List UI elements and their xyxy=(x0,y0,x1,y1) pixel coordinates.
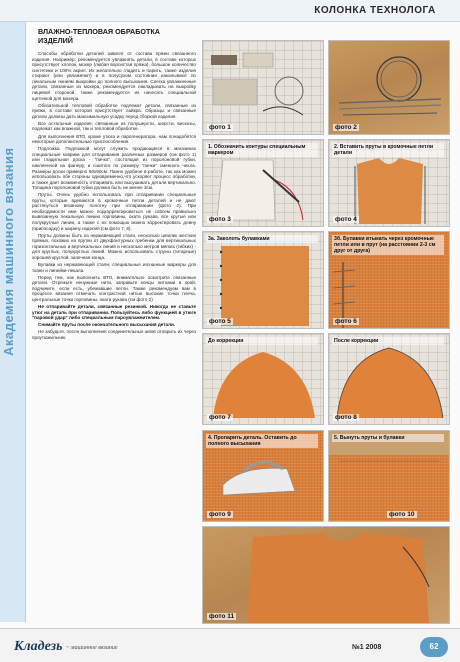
photo-label: фото 3 xyxy=(209,216,231,223)
photo-11 xyxy=(202,526,450,624)
column-title: КОЛОНКА ТЕХНОЛОГА xyxy=(314,5,436,16)
photo-caption: 1. Обозначить контуры специальным маркером xyxy=(206,143,318,157)
finished-piece-icon xyxy=(329,431,450,522)
sleeve-before-icon xyxy=(203,334,324,425)
magazine-logo-subtitle: ~ машинное вязание xyxy=(66,645,118,651)
photo-3 xyxy=(202,139,324,227)
photo-label: фото 7 xyxy=(209,414,231,421)
photo-label: фото 5 xyxy=(209,318,231,325)
photo-caption: 5. Вынуть пруты и булавки xyxy=(332,434,444,442)
photo-9 xyxy=(202,430,324,522)
photo-label: фото 11 xyxy=(209,613,235,620)
photo-label: фото 4 xyxy=(335,216,357,223)
article-warning: Не отпаривайте детали, связанные резинкой. Никогда не ставьте утюг на деталь при отпаривании. Пользуйтесь либо функцией в утюге "паровой удар" либо специальным пароувлажнителем. xyxy=(32,304,196,321)
page-number-badge: 62 xyxy=(420,637,448,657)
photo-1 xyxy=(202,40,324,135)
photo-5 xyxy=(202,231,324,329)
article-paragraph: Пруты должны быть из нержавеющей стали, несколько шпилек жестких прямых, похожих на прутки от двухфонтурных гребенки для вертикальных горизонтальных и вертикальных линий и несколько метров мягких (гибких) - для круглых, полукруглых линий. Можно использовать струны (гитарные) хорошей круглой, запечная конца. xyxy=(32,232,196,260)
mat-tools-icon xyxy=(203,41,324,135)
photo-label: фото 10 xyxy=(389,511,415,518)
photo-label: фото 9 xyxy=(209,511,231,518)
article-paragraph: Способы обработки деталей зависят от состава пряжи связанного изделия. Например: рекомендуется увлажнять детали, в составе которых присутствует хлопок, мохер (любая ворсистая пряжа), большое количество синтетики и 100% акрил. Их желательно гладить и парить, также изделия стирают (или увлажняют) и в полусухом состоянии накалывают по лекальным линиям выкройки до полного высыхания. Слегка увлажненные детали, связанные из мохера, рекомендуется накладывать на выкройку лицевой стороной, также рекомендуется их начесать специальной щеточкой для мохера. xyxy=(32,51,196,101)
photo-7 xyxy=(202,333,324,425)
photo-label: фото 8 xyxy=(335,414,357,421)
photo-caption: После коррекции xyxy=(332,337,444,345)
photo-caption: До коррекции xyxy=(206,337,318,345)
sleeve-after-icon xyxy=(329,334,450,425)
final-garment-icon xyxy=(203,527,450,624)
article-paragraph: Перед тем, как выполнить ВТО, внимательно осмотрите связанные детали. Отрежьте ненужные нити, заправьте концы нитками в край, подчините, если есть, убежавшие петли. Также рекомендуем вам в процессе вязания отмечать контрастной нитью высокие точки плеча, центральные точки горловины, оката рукава (см фото 2) xyxy=(32,274,196,302)
photo-caption: 3а. Заколоть булавками xyxy=(206,235,318,243)
photo-caption: 4. Пропарить деталь. Оставить до полного высыхания xyxy=(206,434,318,448)
article-warning: Снимайте пруты после окончательного высыхания детали. xyxy=(38,322,176,328)
photo-caption: 3б. Булавки втыкать через кромочные петли или в прут (на расстоянии 2-3 см друг от друга) xyxy=(332,235,444,255)
issue-number: №1 2008 xyxy=(352,644,382,651)
article-paragraph: Обязательной тепловой обработке подлежат детали, связанные из пряжи, в составе которой присутствует лайкра. Образцы и связанные детали должны дать максимальную усадку перед сборкой изделия. xyxy=(32,102,196,119)
photo-10 xyxy=(328,430,450,522)
side-vertical-title: Академия машинного вязания xyxy=(1,147,16,357)
photo-caption: 2. Вставить пруты в кромочные петли детали xyxy=(332,143,444,157)
side-band xyxy=(0,22,26,622)
article-paragraph: Булавки из нержавеющей стали, специальные изгнанные маркеры для ткани и линейки-лекала. xyxy=(32,262,196,273)
article-paragraph: Не забудьте, после выполнения соединительных швов отпарить их через проутюжильник. xyxy=(32,329,196,340)
photo-4 xyxy=(328,139,450,227)
photo-8 xyxy=(328,333,450,425)
photo-6 xyxy=(328,231,450,329)
photo-label: фото 6 xyxy=(335,318,357,325)
footer xyxy=(0,628,460,662)
magazine-logo: Кладезь xyxy=(14,639,63,654)
article-text-column xyxy=(32,28,196,618)
article-title: ВЛАЖНО-ТЕПЛОВАЯ ОБРАБОТКА ИЗДЕЛИЙ xyxy=(38,28,160,45)
article-paragraph: Пруты. Очень удобно использовать при отпаривании специальные пруты, которые вдеваются в кромочные петли деталей и не дают растянуться вязаному полотну при отпаривании (фото 2). При необходимости ими можно подкорректироваться не совсем правильно вывязанную лекальную линию горловины, оката рукава, все крутые или полукруглые линии, а также с их помощью можно корректировать длину (припосадку) и ширину изделия (см фото 7, 8). xyxy=(32,192,196,231)
rods-pins-icon xyxy=(329,41,450,135)
photo-2 xyxy=(328,40,450,135)
article-paragraph: Все остальные изделия, связанные из полушерсти, шерсти, вискозы, подлежат как влажной, так и тепловой обработке. xyxy=(32,120,196,132)
knit-piece-pinned-icon xyxy=(203,232,324,329)
article-paragraph: Подложка. Подложкой могут служить продающиеся в магазинах специальные коврики для отпаривания различных размеров (см фото 1) или гладильная доска - "пачка", состоящая из поролоновой губки, наклеенной на фанеру, и сшитого по размеру "пачки" сменного чехла. Размеры доски примерно 60х90см. Панно удобное в работе, так как можно использовать обе стороны одновременно,что ускоряет процесс обработки, а также дает возможность отпаривать или высушивать детали вертикально. Толщина поролоновой губки должна быть не менее 3см. xyxy=(32,146,196,191)
photo-label: фото 2 xyxy=(335,124,357,131)
article-paragraph: Для выполнения ВТО, кроме утюга и парогенератора, нам понадобятся некоторые дополнительные приспособления. xyxy=(32,133,196,145)
photo-label: фото 1 xyxy=(209,124,231,131)
header-band xyxy=(0,0,460,22)
